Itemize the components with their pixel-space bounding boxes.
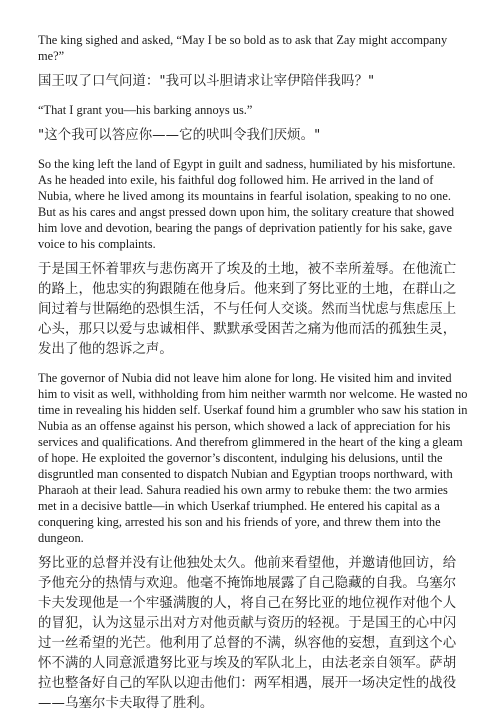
- paragraph-zh-3: 于是国王怀着罪疚与悲伤离开了埃及的土地，被不幸所羞辱。在他流亡的路上，他忠实的狗跟随在他身后。他来到了努比亚的土地，在群山之间过着与世隔绝的恐惧生活，不与任何人交谈。然而当忧虑与焦虑压上心头，那只以爱与忠诚相伴、默默承受困苦之痛为他而活的孤独生灵，发出了他的怨诉之声。: [38, 262, 457, 357]
- paragraph-zh-2: "这个我可以答应你——它的吠叫令我们厌烦。": [38, 128, 321, 143]
- document-page: [38, 32, 468, 724]
- paragraph-zh-1: 国王叹了口气问道："我可以斗胆请求让宰伊陪伴我吗？": [38, 74, 375, 89]
- paragraph-en-1: The king sighed and asked, “May I be so bold as to ask that Zay might accompany me?”: [38, 33, 448, 63]
- paragraph-en-2: “That I grant you—his barking annoys us.”: [38, 103, 253, 117]
- paragraph-en-3: So the king left the land of Egypt in guilt and sadness, humiliated by his misfortune. As he headed into exile, his faithful dog followed him. He arrived in the land of Nubia, where he lived among its mountains in fearful isolation, speaking to no one. But as his cares and angst pressed down upon him, the solitary creature that showed him love and devotion, bearing the pangs of deprivation patiently for his sake, gave voice to his complaints.: [38, 157, 456, 251]
- paragraph-en-4: The governor of Nubia did not leave him alone for long. He visited him and invited him to visit as well, withholding from him neither warmth nor welcome. He wasted no time in revealing his hidden self. Userkaf found him a grumbler who saw his station in Nubia as an offense against his person, which showed a lack of appreciation for his services and qualifications. And therefrom glimmered in the heart of the king a gleam of hope. He exploited the governor’s discontent, indulging his delusions, until the disgruntled man consented to dispatch Nubian and Egyptian troops northward, with Pharaoh at their lead. Sahura readied his own army to rebuke them: the two armies met in a decisive battle—in which Userkaf triumphed. He entered his capital as a conquering king, arrested his son and his friends of yore, and threw them into the dungeon.: [38, 371, 468, 545]
- paragraph-zh-4: 努比亚的总督并没有让他独处太久。他前来看望他，并邀请他回访，给予他充分的热情与欢迎。他毫不掩饰地展露了自己隐藏的自我。乌塞尔卡夫发现他是一个牢骚满腹的人，将自己在努比亚的地位视作对他个人的冒犯，认为这显示出对方对他贡献与资历的轻视。于是国王的心中闪过一丝希望的光芒。他利用了总督的不满，纵容他的妄想，直到这个心怀不满的人同意派遣努比亚与埃及的军队北上，由法老亲自领军。萨胡拉也整备好自己的军队以迎击他们：两军相遇，展开一场决定性的战役——乌塞尔卡夫取得了胜利。: [38, 556, 457, 711]
